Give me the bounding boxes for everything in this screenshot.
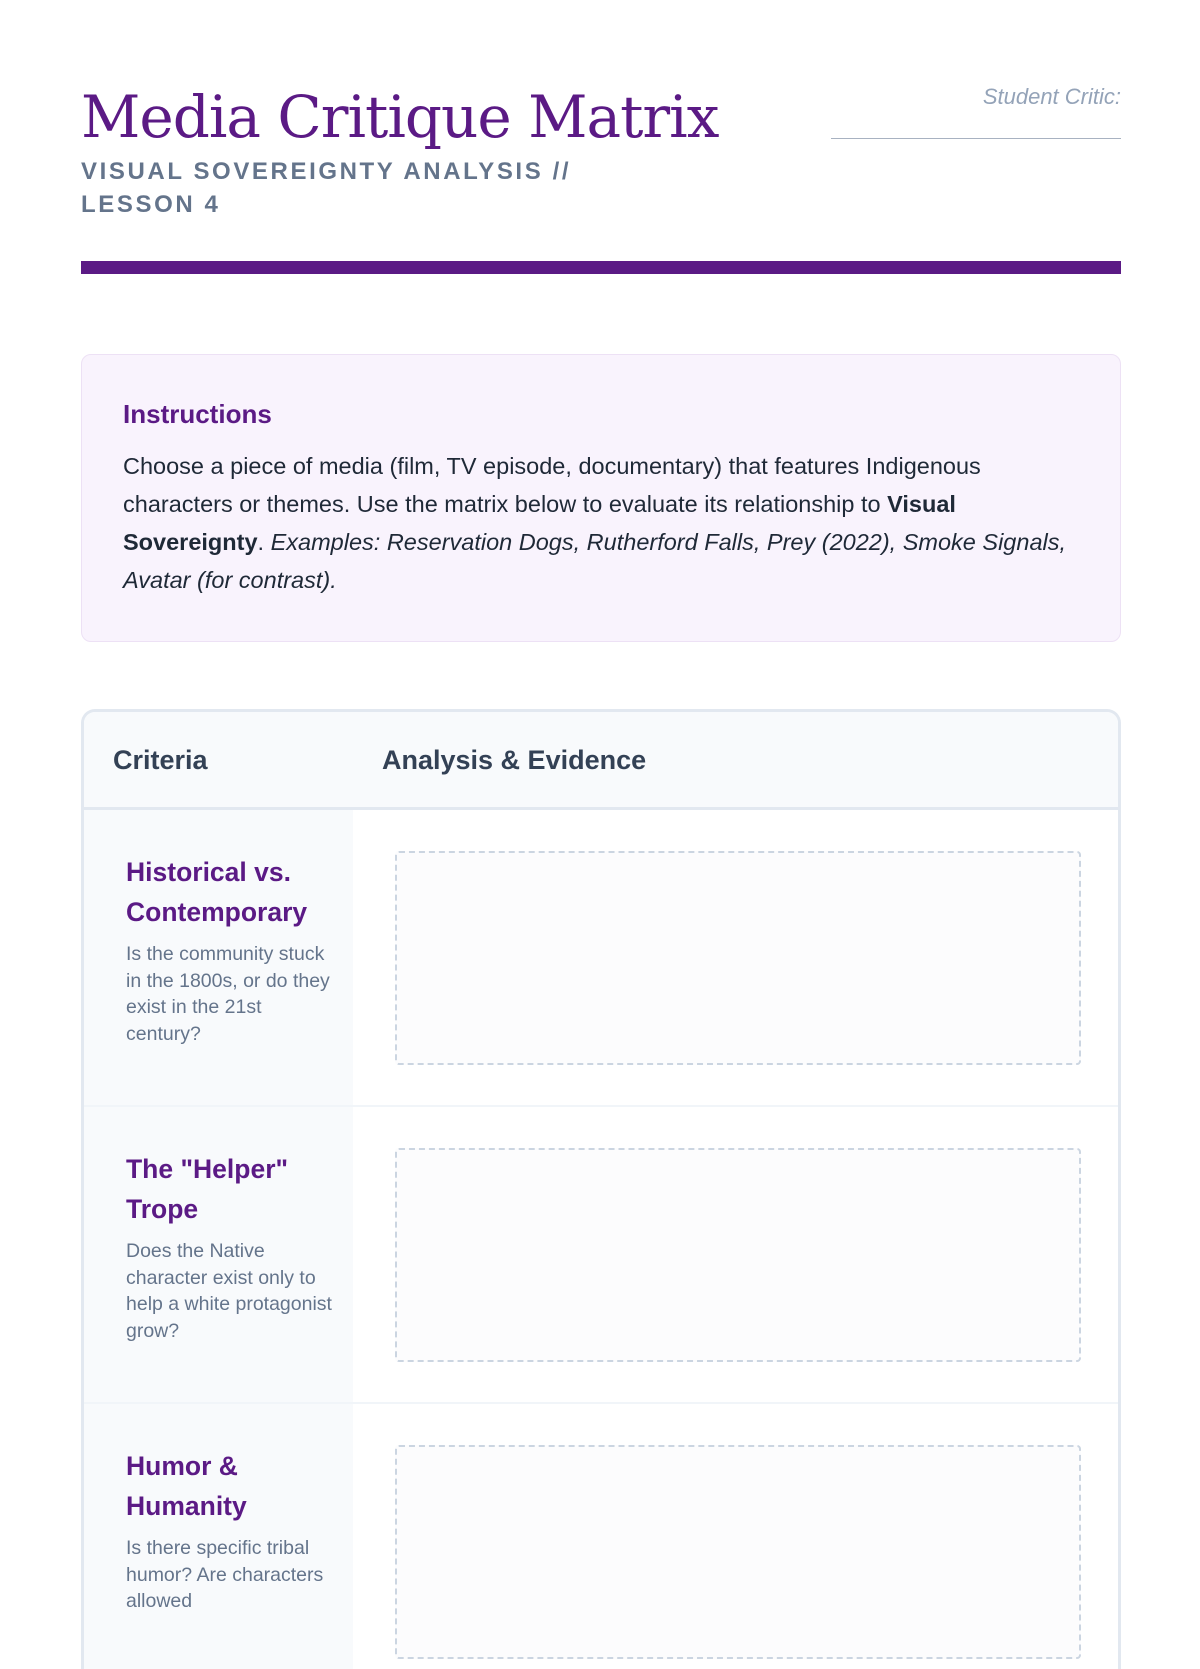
matrix-row (84, 1404, 1118, 1669)
criteria-title: Historical vs. Contemporary (126, 857, 308, 927)
matrix-header-row (84, 712, 1118, 810)
analysis-answer-box[interactable] (395, 1445, 1081, 1659)
instructions-key-term: Visual Sovereignty (123, 491, 956, 555)
page-title: Media Critique Matrix (81, 83, 719, 151)
student-critic-label: Student Critic: (982, 84, 1121, 109)
header-divider (81, 261, 1121, 274)
criteria-title: The "Helper" Trope (126, 1154, 289, 1224)
column-header-analysis: Analysis & Evidence (382, 745, 647, 775)
criteria-description: Is there specific tribal humor? Are characters allowed (126, 1537, 324, 1612)
matrix-row (84, 1107, 1118, 1404)
column-header-criteria: Criteria (113, 745, 208, 775)
instructions-examples: Examples: Reservation Dogs, Rutherford Falls, Prey (2022), Smoke Signals, Avatar (for contrast). (123, 529, 1067, 593)
analysis-answer-box[interactable] (395, 851, 1081, 1065)
criteria-description: Does the Native character exist only to help a white protagonist grow? (126, 1240, 332, 1342)
criteria-title: Humor & Humanity (126, 1451, 247, 1521)
instructions-text (123, 447, 1080, 599)
matrix-row (84, 810, 1118, 1107)
criteria-cell (84, 1107, 353, 1402)
worksheet-page (81, 0, 1121, 1612)
instructions-text-part2: . (257, 529, 271, 555)
criteria-cell (84, 1404, 353, 1669)
instructions-box (81, 354, 1121, 642)
criteria-cell (84, 810, 353, 1105)
student-critic-field (831, 82, 1121, 139)
worksheet-header (81, 0, 1121, 275)
student-critic-name-line[interactable] (831, 138, 1121, 139)
instructions-text-part1: Choose a piece of media (film, TV episode, documentary) that features Indigenous characters or themes. Use the matrix below to evaluate its relationship to (123, 453, 981, 517)
instructions-heading: Instructions (123, 399, 272, 429)
critique-matrix-table (81, 709, 1121, 1669)
page-subtitle: VISUAL SOVEREIGNTY ANALYSIS // LESSON 4 (81, 158, 572, 218)
criteria-description: Is the community stuck in the 1800s, or do they exist in the 21st century? (126, 943, 330, 1045)
analysis-answer-box[interactable] (395, 1148, 1081, 1362)
